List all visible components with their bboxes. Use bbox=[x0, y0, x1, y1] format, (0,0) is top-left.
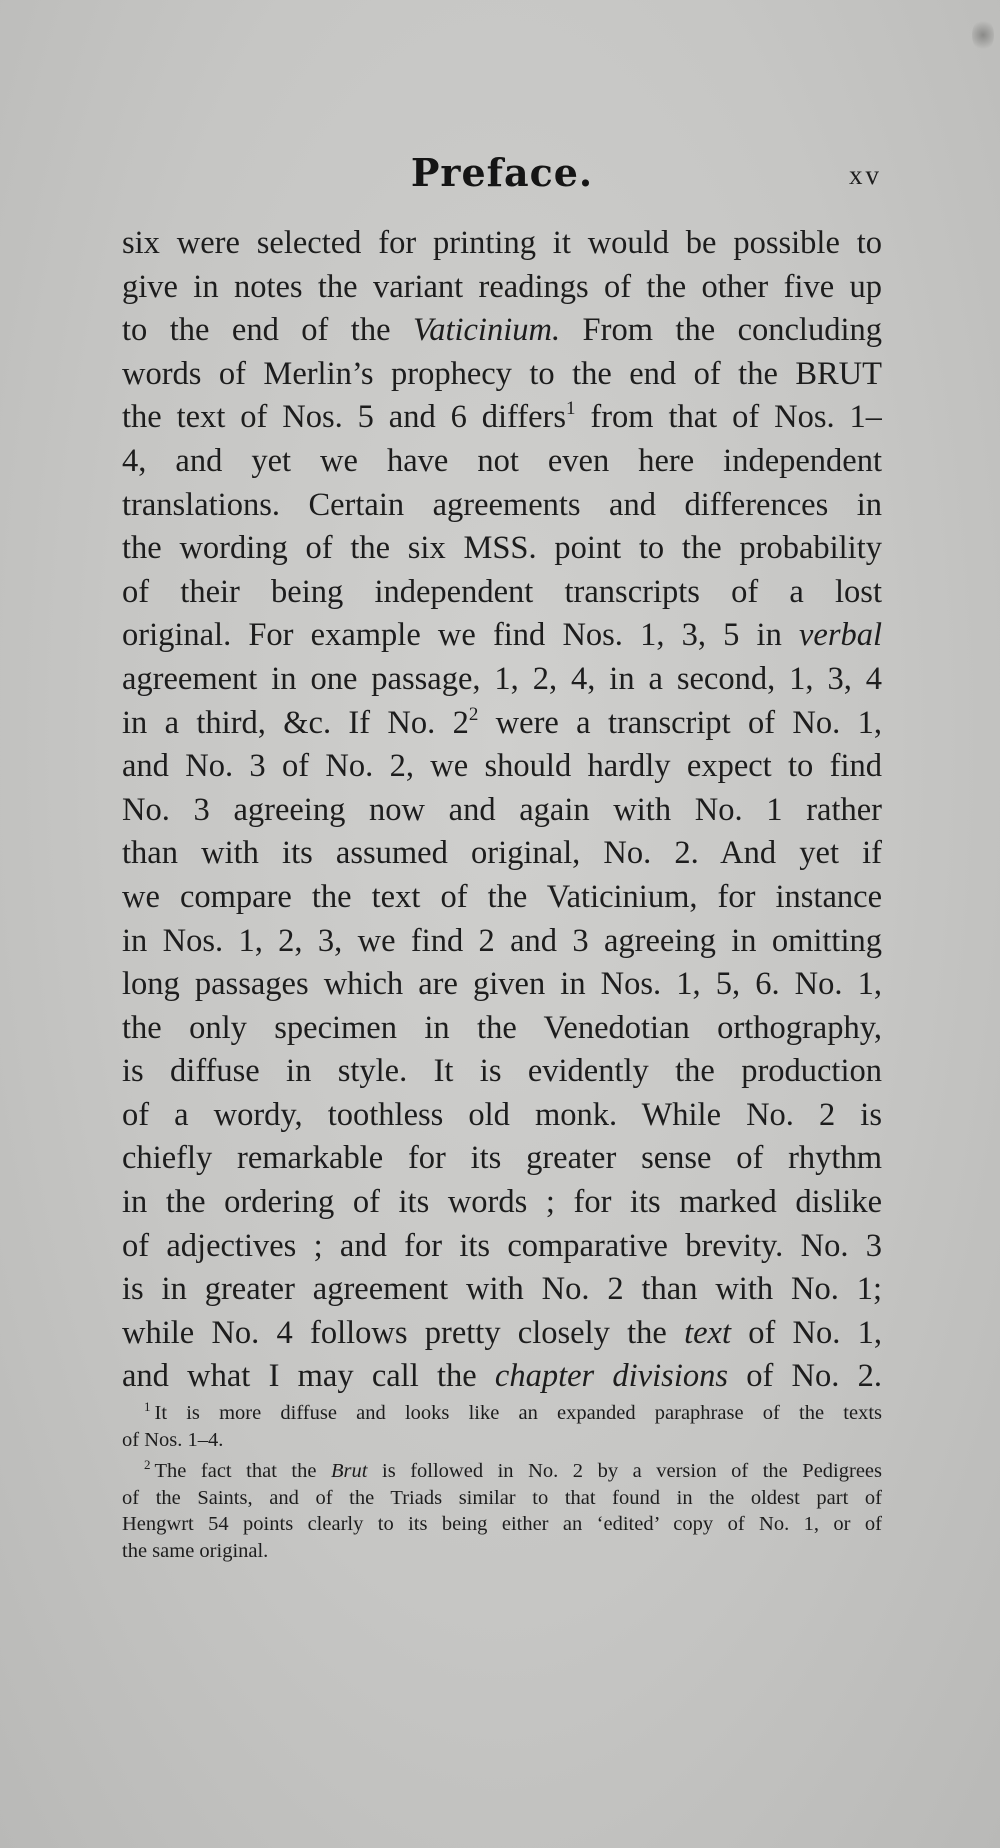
page-number: xv bbox=[849, 160, 882, 190]
footnote-reference: 2 bbox=[468, 703, 479, 725]
footnote-line: of the Saints, and of the Triads similar to that found in the oldest part of bbox=[122, 1486, 882, 1509]
footnote-1 bbox=[122, 1400, 882, 1453]
text-line: of a wordy, toothless old monk. While No. 2 is bbox=[122, 1096, 882, 1133]
text-line: chiefly remarkable for its greater sense of rhythm bbox=[122, 1140, 882, 1177]
text-segment: is followed in No. 2 by a version of the Pedigrees bbox=[367, 1460, 882, 1482]
text-line bbox=[122, 1355, 882, 1399]
text-line: is diffuse in style. It is evidently the production bbox=[122, 1053, 882, 1090]
italic-term: verbal bbox=[798, 617, 882, 654]
text-segment: to the end of the bbox=[122, 312, 413, 349]
text-line: the wording of the six MSS. point to the probability bbox=[122, 530, 882, 567]
text-line: translations. Certain agreements and differences in bbox=[122, 486, 882, 523]
text-line: words of Merlin’s prophecy to the end of the BRUT bbox=[122, 355, 882, 392]
footnote-line: the same original. bbox=[122, 1539, 269, 1562]
italic-term: chapter divisions bbox=[494, 1358, 728, 1395]
italic-term: Vaticinium. bbox=[412, 312, 561, 349]
footnote-line: of Nos. 1–4. bbox=[122, 1428, 224, 1451]
text-line bbox=[122, 614, 882, 658]
text-line: give in notes the variant readings of the other five up bbox=[122, 268, 882, 305]
italic-term: Brut bbox=[331, 1460, 368, 1482]
page-stain bbox=[972, 18, 994, 52]
footnote-2 bbox=[122, 1458, 882, 1564]
text-segment: in a third, &c. If No. 2 bbox=[122, 704, 469, 741]
text-segment: of No. 2. bbox=[728, 1358, 882, 1395]
footnote-mark: 2 bbox=[144, 1458, 151, 1472]
running-title: Preface. bbox=[410, 150, 594, 195]
text-segment: were a transcript of No. 1, bbox=[478, 704, 882, 741]
text-line: No. 3 agreeing now and again with No. 1 rather bbox=[122, 791, 882, 828]
text-line: than with its assumed original, No. 2. And yet if bbox=[122, 835, 882, 872]
text-segment: It is more diffuse and looks like an expanded paraphrase of the texts bbox=[154, 1402, 882, 1424]
text-line: long passages which are given in Nos. 1, 5, 6. No. 1, bbox=[122, 966, 882, 1003]
text-line: of adjectives ; and for its comparative brevity. No. 3 bbox=[122, 1227, 882, 1264]
footnote-reference: 1 bbox=[566, 398, 576, 420]
italic-term: text bbox=[684, 1314, 731, 1351]
text-segment: while No. 4 follows pretty closely the bbox=[122, 1314, 685, 1351]
text-line: in Nos. 1, 2, 3, we find 2 and 3 agreeing in omitting bbox=[122, 922, 882, 959]
footnote-line bbox=[122, 1400, 882, 1427]
text-line: and No. 3 of No. 2, we should hardly expect to find bbox=[122, 748, 882, 785]
text-line bbox=[122, 702, 882, 746]
text-line: in the ordering of its words ; for its marked dislike bbox=[122, 1184, 882, 1221]
text-line: the only specimen in the Venedotian orthography, bbox=[122, 1009, 882, 1046]
text-line: agreement in one passage, 1, 2, 4, in a second, 1, 3, 4 bbox=[122, 660, 882, 697]
footnote-line bbox=[122, 1458, 882, 1485]
text-line: 4, and yet we have not even here independent bbox=[122, 442, 882, 479]
text-segment: and what I may call the bbox=[122, 1358, 495, 1395]
body-text bbox=[122, 222, 882, 1399]
text-segment: from that of Nos. 1– bbox=[575, 399, 882, 436]
footnotes bbox=[122, 1400, 882, 1569]
footnote-mark: 1 bbox=[144, 1400, 151, 1414]
text-line: of their being independent transcripts of a lost bbox=[122, 573, 882, 610]
text-segment: original. For example we find Nos. 1, 3, 5 in bbox=[122, 617, 799, 654]
text-segment: of No. 1, bbox=[730, 1314, 882, 1351]
page-header bbox=[122, 150, 882, 194]
text-line bbox=[122, 1312, 882, 1356]
text-segment: From the concluding bbox=[560, 312, 882, 349]
text-line: six were selected for printing it would be possible to bbox=[122, 225, 882, 261]
text-segment: The fact that the bbox=[154, 1460, 332, 1482]
text-line bbox=[122, 396, 882, 440]
text-line bbox=[122, 309, 882, 353]
text-line: is in greater agreement with No. 2 than with No. 1; bbox=[122, 1271, 882, 1308]
footnote-line: Hengwrt 54 points clearly to its being either an ‘edited’ copy of No. 1, or of bbox=[122, 1513, 882, 1535]
text-segment: the text of Nos. 5 and 6 differs bbox=[122, 399, 566, 436]
text-line: we compare the text of the Vaticinium, for instance bbox=[122, 878, 882, 915]
